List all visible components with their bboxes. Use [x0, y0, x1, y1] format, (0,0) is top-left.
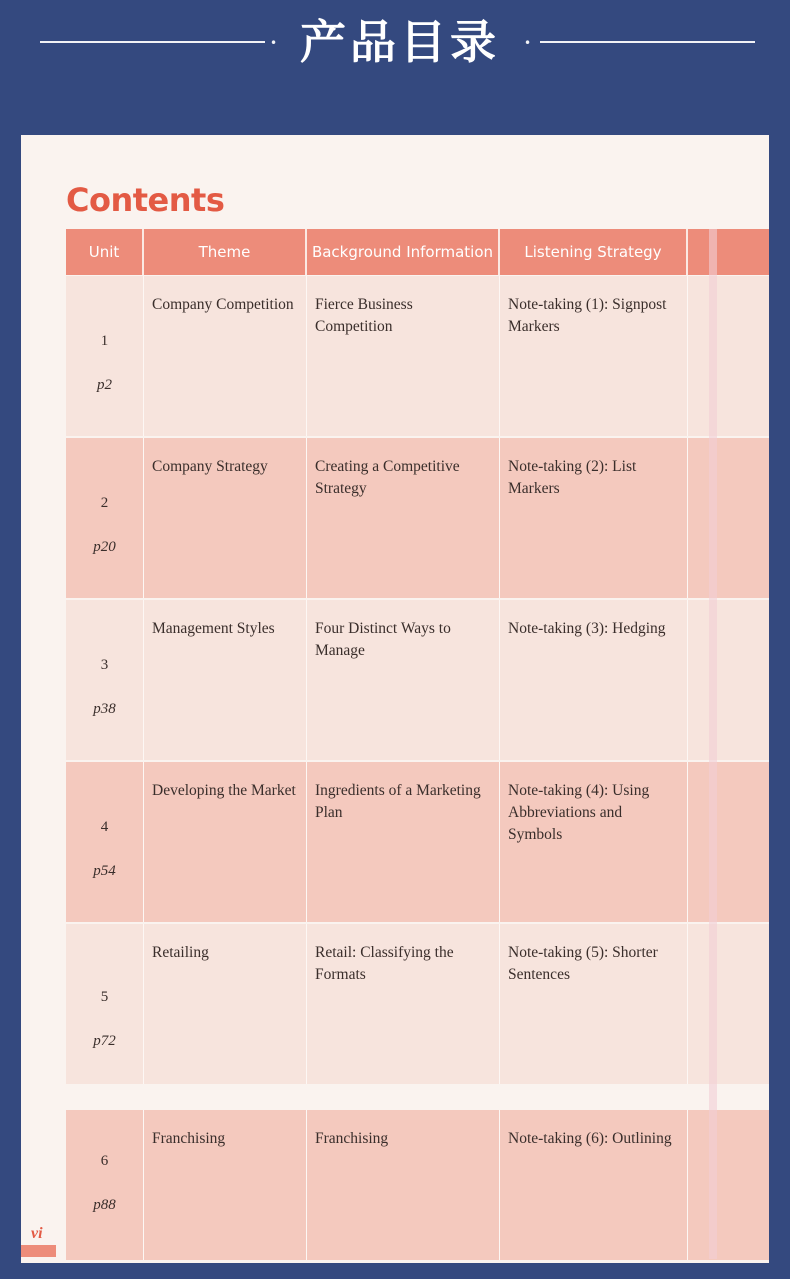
banner-dot-right: • — [524, 36, 532, 50]
background-cell: Four Distinct Ways to Manage — [307, 600, 500, 760]
theme-cell: Retailing — [144, 924, 307, 1084]
unit-page: p2 — [97, 377, 112, 393]
unit-cell — [66, 600, 144, 760]
unit-page: p20 — [93, 539, 116, 555]
theme-cell: Company Competition — [144, 276, 307, 436]
unit-page: p88 — [93, 1197, 116, 1213]
banner-dot-left: • — [270, 36, 278, 50]
table-row — [66, 1110, 769, 1260]
column-header-background: Background Information — [307, 229, 500, 275]
page-number: vi — [31, 1225, 43, 1242]
banner-line-left — [40, 41, 265, 43]
unit-cell — [66, 1110, 144, 1260]
decorative-stripe — [709, 229, 717, 1259]
background-cell: Ingredients of a Marketing Plan — [307, 762, 500, 922]
column-header-unit: Unit — [66, 229, 144, 275]
background-cell: Retail: Classifying the Formats — [307, 924, 500, 1084]
contents-page — [21, 135, 769, 1263]
unit-page: p38 — [93, 701, 116, 717]
unit-number: 4 — [100, 819, 109, 835]
table-row — [66, 438, 769, 598]
page-title: Contents — [66, 181, 225, 219]
unit-number: 5 — [100, 989, 109, 1005]
unit-number: 6 — [100, 1153, 109, 1169]
unit-cell — [66, 762, 144, 922]
column-header-strategy: Listening Strategy — [500, 229, 688, 275]
theme-cell: Developing the Market — [144, 762, 307, 922]
table-header — [66, 229, 769, 275]
unit-cell — [66, 276, 144, 436]
strategy-cell: Note-taking (4): Using Abbreviations and Symbols — [500, 762, 688, 922]
banner-title: 产品目录 — [300, 15, 500, 69]
table-row — [66, 924, 769, 1084]
background-cell: Creating a Competitive Strategy — [307, 438, 500, 598]
unit-cell — [66, 924, 144, 1084]
background-cell: Franchising — [307, 1110, 500, 1260]
unit-number: 3 — [100, 657, 109, 673]
unit-number: 1 — [100, 333, 109, 349]
table-row — [66, 762, 769, 922]
strategy-cell: Note-taking (1): Signpost Markers — [500, 276, 688, 436]
unit-number: 2 — [100, 495, 109, 511]
strategy-cell: Note-taking (5): Shorter Sentences — [500, 924, 688, 1084]
strategy-cell: Note-taking (6): Outlining — [500, 1110, 688, 1260]
strategy-cell: Note-taking (2): List Markers — [500, 438, 688, 598]
strategy-cell: Note-taking (3): Hedging — [500, 600, 688, 760]
page-number-bar — [21, 1245, 56, 1257]
column-header-theme: Theme — [144, 229, 307, 275]
table-row — [66, 600, 769, 760]
theme-cell: Management Styles — [144, 600, 307, 760]
background-cell: Fierce Business Competition — [307, 276, 500, 436]
table-row — [66, 276, 769, 436]
theme-cell: Franchising — [144, 1110, 307, 1260]
banner-line-right — [540, 41, 755, 43]
theme-cell: Company Strategy — [144, 438, 307, 598]
unit-cell — [66, 438, 144, 598]
banner — [0, 0, 790, 100]
unit-page: p72 — [93, 1033, 116, 1049]
unit-page: p54 — [93, 863, 116, 879]
